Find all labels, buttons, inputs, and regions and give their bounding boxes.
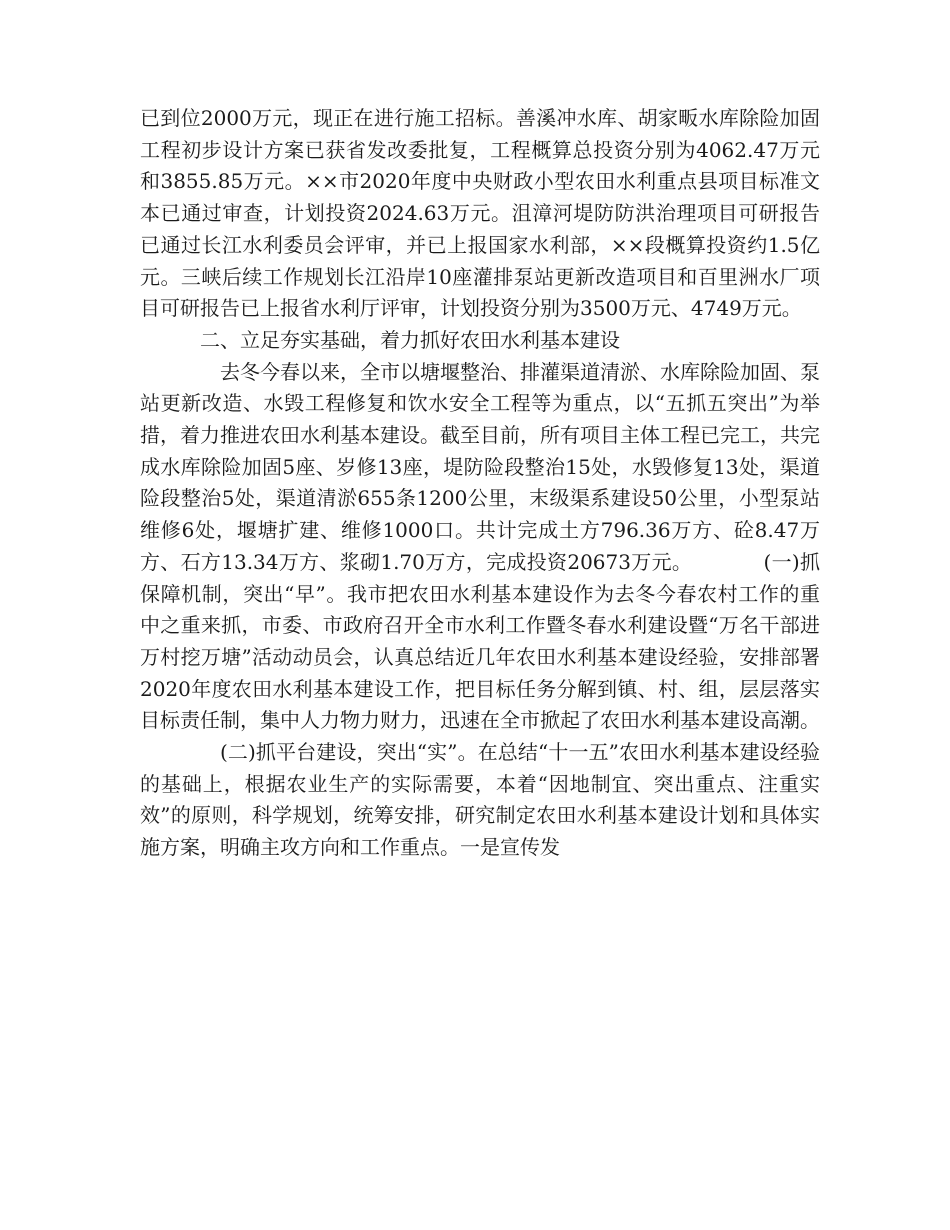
- body-paragraph-1: 已到位2000万元，现正在进行施工招标。善溪冲水库、胡家畈水库除险加固工程初步设计方案已获省发改委批复，工程概算总投资分别为4062.47万元和3855.85万元。××市2020年度中央财政小型农田水利重点县项目标准文本已通过审查，计划投资2024.63万元。沮漳河堤防防洪治理项目可研报告已通过长江水利委员会评审，并已上报国家水利部，××段概算投资约1.5亿元。三峡后续工作规划长江沿岸10座灌排泵站更新改造项目和百里洲水厂项目可研报告已上报省水利厅评审，计划投资分别为3500万元、4749万元。: [140, 106, 820, 321]
- document-page: [140, 103, 820, 864]
- section-heading-2: 二、立足夯实基础，着力抓好农田水利基本建设: [200, 327, 620, 352]
- body-paragraph-2: 去冬今春以来，全市以塘堰整治、排灌渠道清淤、水库除险加固、泵站更新改造、水毁工程修复和饮水安全工程等为重点，以“五抓五突出”为举措，着力推进农田水利基本建设。截至目前，所有项目主体工程已完工，共完成水库除险加固5座、岁修13座，堤防险段整治15处，水毁修复13处，渠道险段整治5处，渠道清淤655条1200公里，末级渠系建设50公里，小型泵站维修6处，堰塘扩建、维修1000口。共计完成土方796.36万方、砼8.47万方、石方13.34万方、浆砌1.70万方，完成投资20673万元。 (一)抓保障机制，突出“早”。我市把农田水利基本建设作为去冬今春农村工作的重中之重来抓，市委、市政府召开全市水利工作暨冬春水利建设暨“万名干部进万村挖万塘”活动动员会，认真总结近几年农田水利基本建设经验，安排部署2020年度农田水利基本建设工作，把目标任务分解到镇、村、组，层层落实目标责任制，集中人力物力财力，迅速在全市掀起了农田水利基本建设高潮。: [140, 359, 820, 733]
- body-paragraph-3: (二)抓平台建设，突出“实”。在总结“十一五”农田水利基本建设经验的基础上，根据农业生产的实际需要，本着“因地制宜、突出重点、注重实效”的原则，科学规划，统筹安排，研究制定农田水利基本建设计划和具体实施方案，明确主攻方向和工作重点。一是宣传发: [140, 740, 820, 860]
